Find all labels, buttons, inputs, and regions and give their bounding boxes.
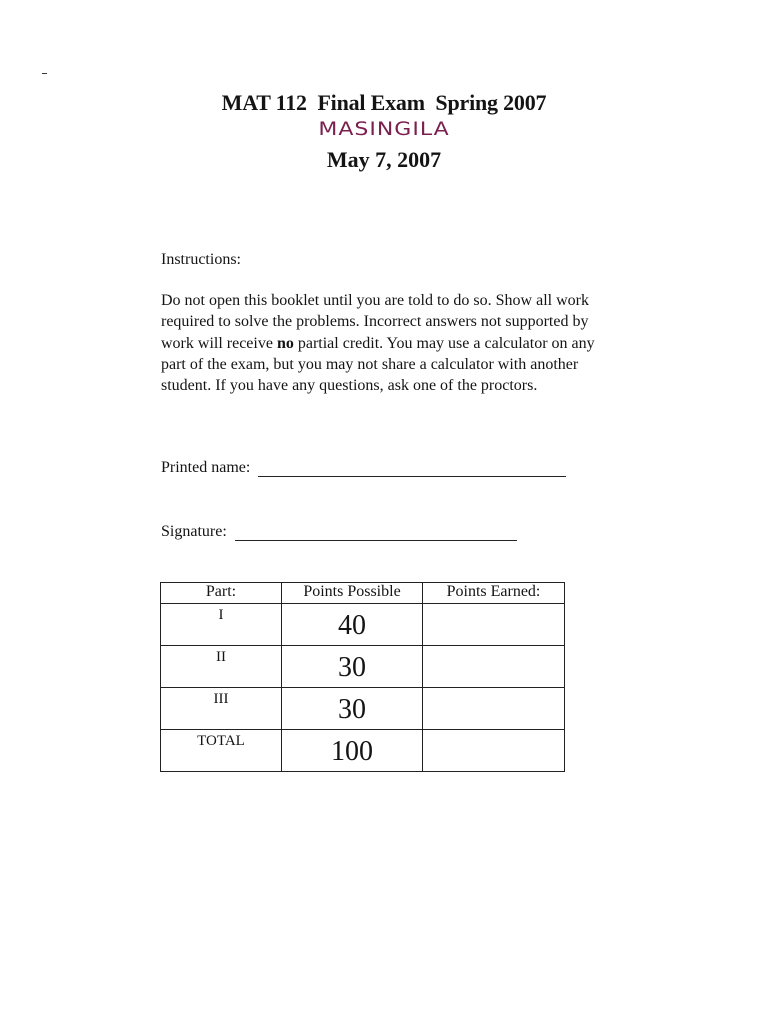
instructions-text: [161, 290, 621, 396]
points-possible-value: 100: [331, 736, 373, 767]
part-cell: [161, 730, 282, 772]
points-possible-cell: [282, 730, 423, 772]
points-earned-cell[interactable]: [423, 646, 565, 688]
table-row: [161, 646, 565, 688]
exam-date: May 7, 2007: [326, 147, 442, 172]
header-part: Part:: [161, 583, 282, 604]
points-possible-value: 30: [338, 652, 366, 683]
signature-field: [161, 522, 517, 541]
table-row: [161, 730, 565, 772]
table-row: [161, 604, 565, 646]
score-table: [160, 582, 565, 772]
printed-name-line[interactable]: [258, 458, 566, 477]
signature-line[interactable]: [235, 522, 517, 541]
part-label: I: [218, 607, 224, 623]
points-earned-cell[interactable]: [423, 604, 565, 646]
table-row: [161, 688, 565, 730]
part-cell: [161, 646, 282, 688]
printed-name-field: [161, 458, 566, 477]
exam-title: MAT 112 Final Exam Spring 2007: [221, 90, 547, 115]
points-possible-value: 40: [338, 610, 366, 641]
part-cell: [161, 688, 282, 730]
stray-mark: [42, 73, 47, 74]
part-cell: [161, 604, 282, 646]
signature-label: Signature:: [161, 523, 227, 540]
points-possible-cell: [282, 646, 423, 688]
instructions-heading: Instructions:: [161, 251, 241, 268]
header-points-earned: Points Earned:: [423, 583, 565, 604]
score-table-header-row: [161, 583, 565, 604]
instructions-text-part-2: partial credit. You may use a calculator on any part of the exam, but you may not share a calculator with another student. If you have any questions, ask one of the proctors.: [161, 334, 595, 395]
part-label: III: [213, 691, 229, 707]
instructions-text-part-1: Do not open this booklet until you are told to do so. Show all work required to solve the problems. Incorrect answers not supported by work will receive: [161, 292, 589, 352]
header-points-possible: Points Possible: [282, 583, 423, 604]
points-earned-cell[interactable]: [423, 688, 565, 730]
handwritten-instructor-name: MASINGILA: [318, 118, 450, 141]
part-label: TOTAL: [197, 733, 245, 749]
printed-name-label: Printed name:: [161, 459, 251, 476]
points-possible-cell: [282, 688, 423, 730]
instructions-bold-word: no: [276, 334, 294, 352]
points-possible-value: 30: [338, 694, 366, 725]
points-possible-cell: [282, 604, 423, 646]
points-earned-cell[interactable]: [423, 730, 565, 772]
part-label: II: [216, 649, 226, 665]
